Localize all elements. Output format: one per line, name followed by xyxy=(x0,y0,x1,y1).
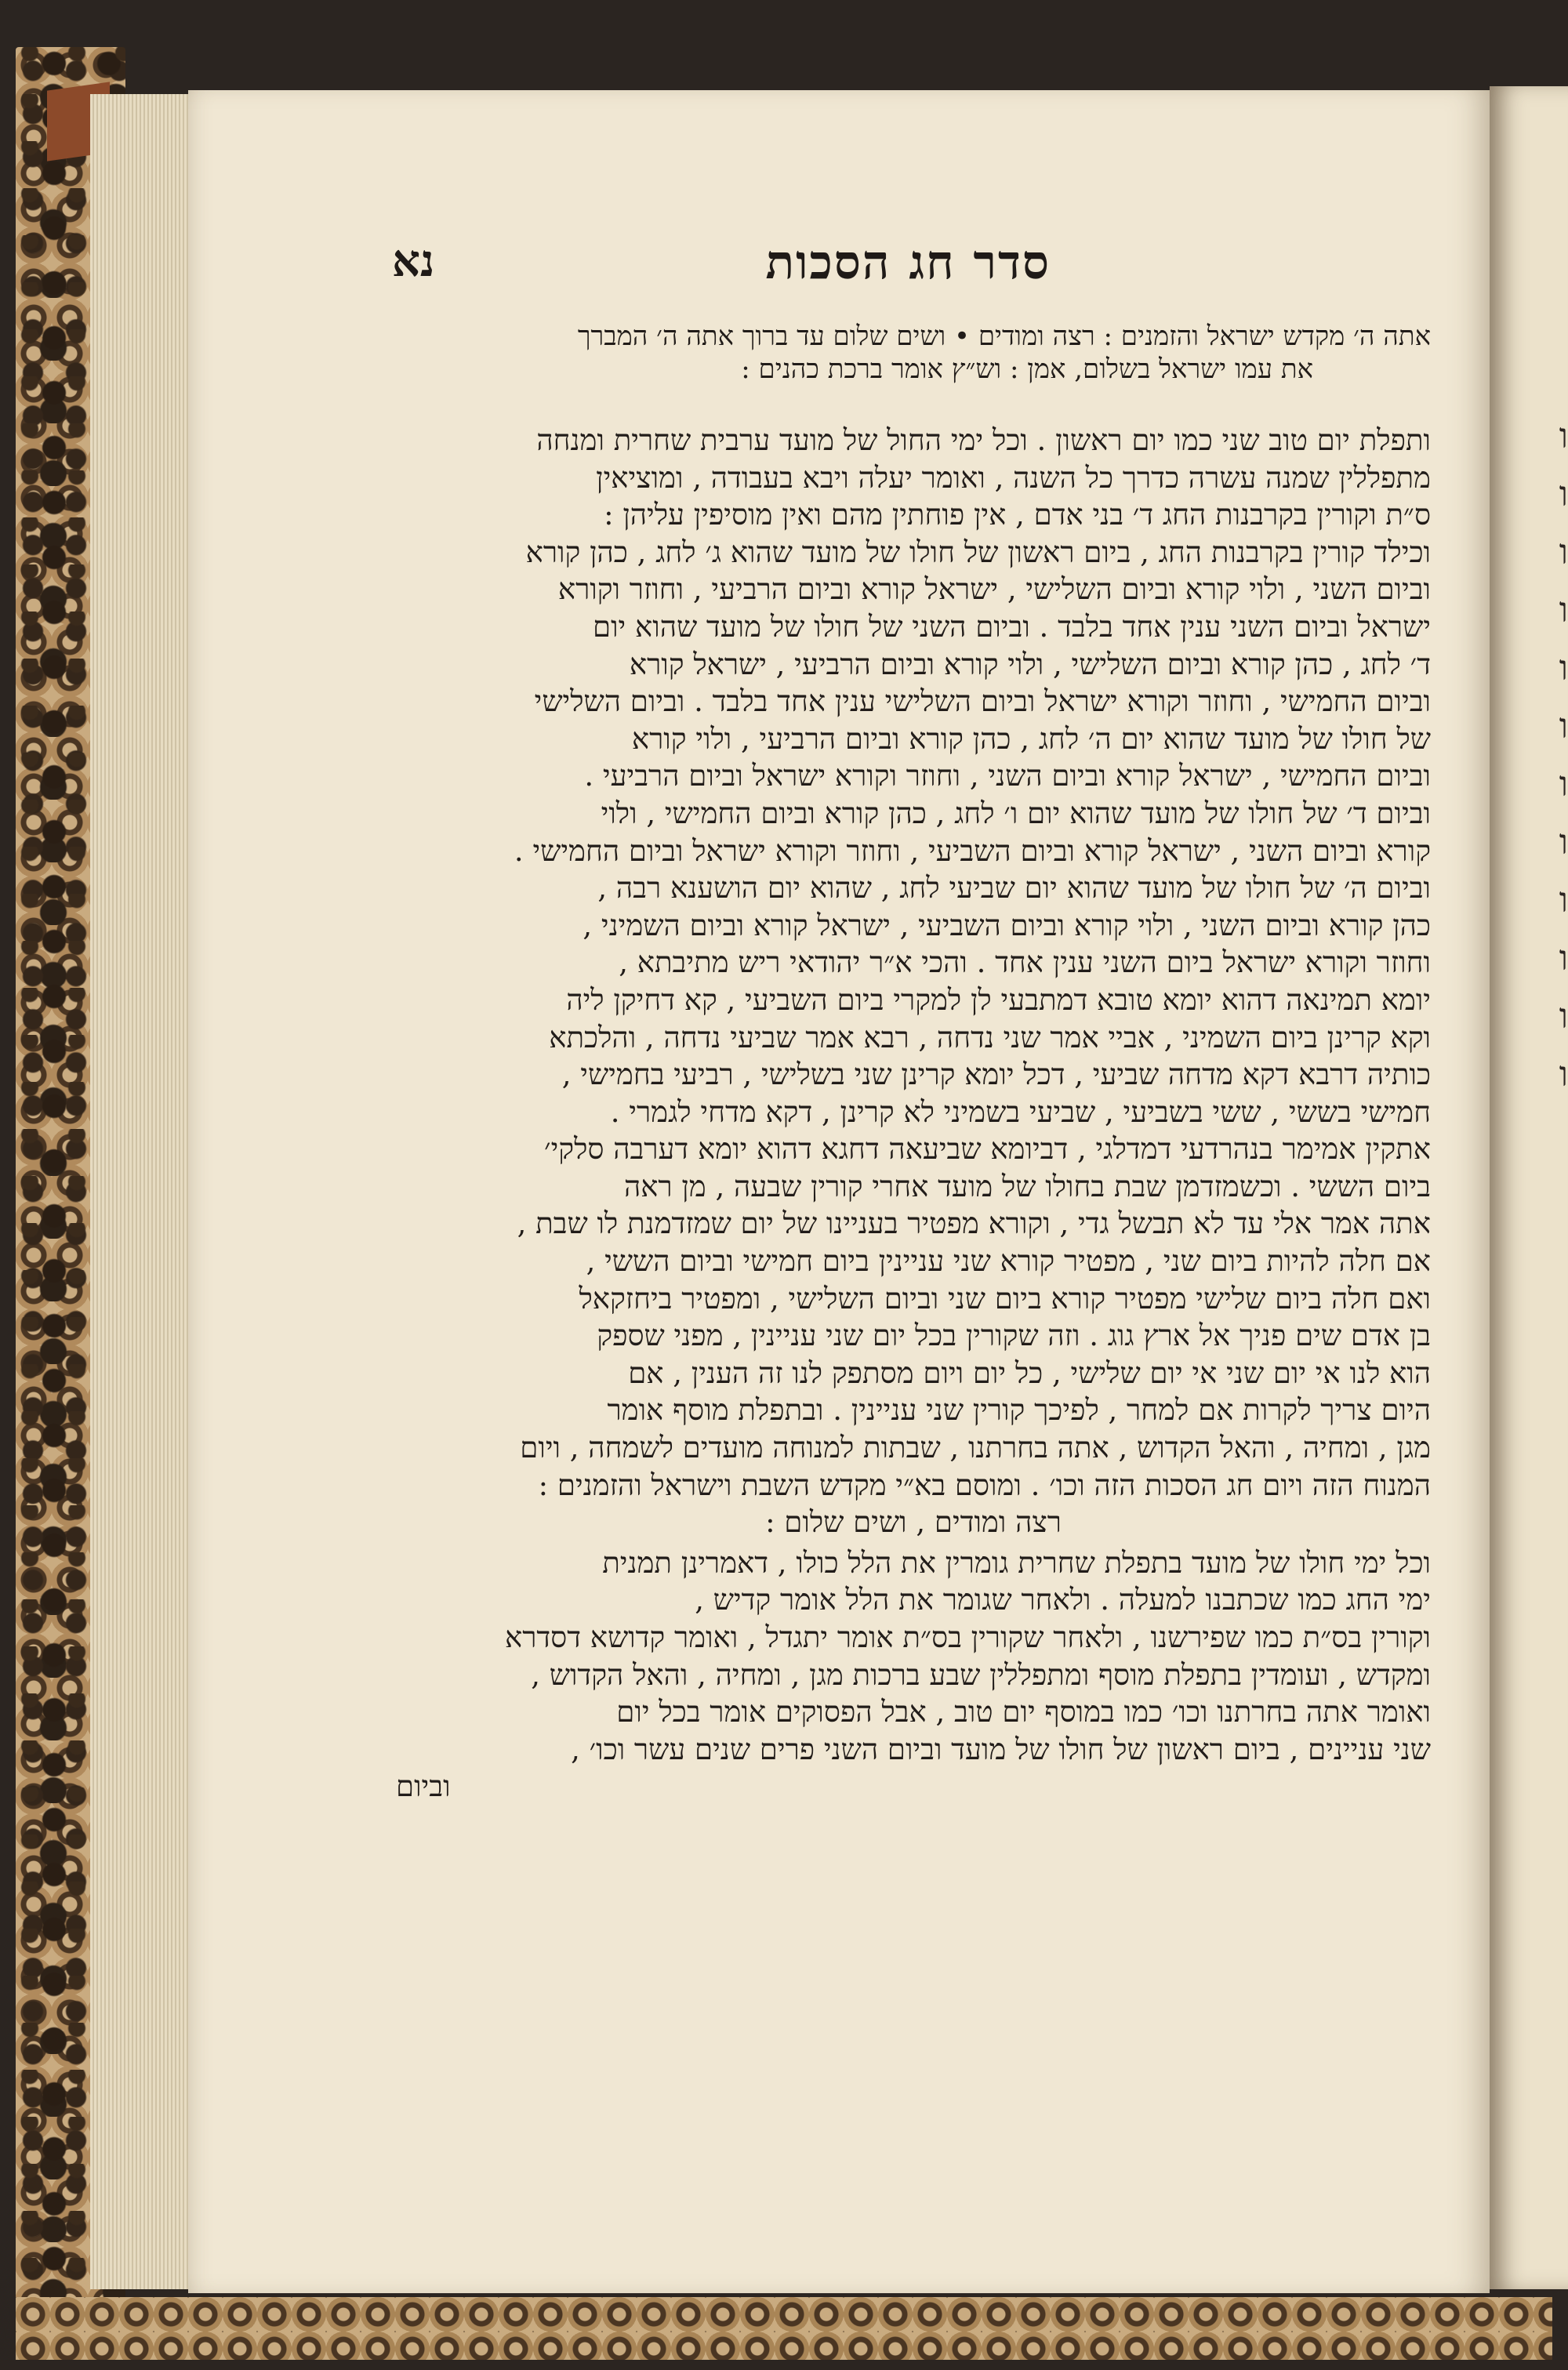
text-line: קורא וביום השני , ישראל קורא וביום השביעי , וחוזר וקורא ישראל וביום החמישי . xyxy=(514,833,1431,868)
text-line: ישראל וביום השני ענין אחד בלבד . וביום השני של חולו של מועד שהוא יום xyxy=(593,609,1431,644)
marbled-cover-bottom xyxy=(16,2297,1552,2360)
facing-page-char: ו xyxy=(1559,822,1568,862)
facing-page-char: ו xyxy=(1559,532,1568,572)
facing-page-char: ו xyxy=(1559,764,1568,804)
page-edges xyxy=(90,94,192,2289)
facing-page-char: ו xyxy=(1559,880,1568,920)
text-line: מגן , ומחיה , והאל הקדוש , אתה בחרתנו , שבתות למנוחה מועדים לשמחה , ויום xyxy=(520,1431,1431,1465)
text-line: ס״ת וקורין בקרבנות החג ד׳ בני אדם , אין פוחתין מהם ואין מוסיפין עליהן : xyxy=(604,498,1431,532)
text-line: וביום ד׳ של חולו של מועד שהוא יום ו׳ לחג , כהן קורא וביום החמישי , ולוי xyxy=(601,796,1431,830)
text-line: יומא תמינאה דהוא יומא טובא דמתבעי לן למקרי ביום השביעי , קא דחיקן ליה xyxy=(566,982,1431,1017)
facing-page-char: ו xyxy=(1559,416,1568,456)
text-line: אתה ה׳ מקדש ישראל והזמנים : רצה ומודים • ושים שלום עד ברוך אתה ה׳ המברך xyxy=(577,321,1431,352)
text-line: אתקין אמימר בנהרדעי דמדלגי , דביומא שביעאה דחגא דהוא יומא דערבה סלקי׳ xyxy=(544,1132,1431,1167)
text-line: ומקדש , ועומדין בתפלת מוסף ומתפללין שבע ברכות מגן , ומחיה , והאל הקדוש , xyxy=(531,1657,1431,1692)
facing-page-char: ו xyxy=(1559,938,1568,978)
text-line: היום צריך לקרות אם למחר , לפיכך קורין שני עניינין . ובתפלת מוסף אומר xyxy=(607,1393,1431,1428)
page-title: סדר חג הסכות xyxy=(765,235,1051,290)
text-line: אם חלה להיות ביום שני , מפטיר קורא שני עניינין ביום חמישי וביום הששי , xyxy=(586,1244,1431,1279)
page-number: נא xyxy=(392,235,435,287)
catchword: וביום xyxy=(396,1769,451,1804)
text-line: רצה ומודים , ושים שלום : xyxy=(765,1505,1062,1540)
text-line: וביום ה׳ של חולו של מועד שהוא יום שביעי לחג , שהוא יום הושענא רבה , xyxy=(597,871,1431,906)
text-line: ד׳ לחג , כהן קורא וביום השלישי , ולוי קורא וביום הרביעי , ישראל קורא xyxy=(629,647,1431,681)
text-line: וביום השני , ולוי קורא וביום השלישי , ישראל קורא וביום הרביעי , וחוזר וקורא xyxy=(557,572,1431,607)
text-line: את עמו ישראל בשלום, אמן : וש״ץ אומר ברכת כהנים : xyxy=(741,354,1313,385)
text-line: מתפללין שמנה עשרה כדרך כל השנה , ואומר יעלה ויבא בעבודה , ומוציאין xyxy=(596,460,1431,495)
text-line: הוא לנו אי יום שני אי יום שלישי , כל יום ויום מסתפק לנו זה הענין , אם xyxy=(628,1356,1431,1390)
facing-page-char: ו xyxy=(1559,648,1568,688)
facing-page-text xyxy=(1525,408,1568,1104)
text-line: ואם חלה ביום שלישי מפטיר קורא ביום שני וביום השלישי , ומפטיר ביחזקאל xyxy=(579,1281,1431,1316)
text-line: וחוזר וקורא ישראל ביום השני ענין אחד . והכי א״ר יהודאי ריש מתיבתא , xyxy=(619,945,1431,980)
text-line: כותיה דרבא דקא מדחה שביעי , דכל יומא קרינן שני בשלישי , רביעי בחמישי , xyxy=(561,1058,1431,1092)
text-line: ואומר אתה בחרתנו וכו׳ כמו במוסף יום טוב , אבל הפסוקים אומר בכל יום xyxy=(616,1695,1431,1729)
text-line: וביום החמישי , ישראל קורא וביום השני , וחוזר וקורא ישראל וביום הרביעי . xyxy=(584,759,1431,793)
text-line: וכילד קורין בקרבנות החג , ביום ראשון של חולו של מועד שהוא ג׳ לחג , כהן קורא xyxy=(525,535,1431,569)
text-line: וקא קרינן ביום השמיני , אביי אמר שני נדחה , רבא אמר שביעי נדחה , והלכתא xyxy=(549,1020,1431,1054)
body-text xyxy=(396,320,1431,1806)
facing-page-char: ו xyxy=(1559,706,1568,746)
text-line: כהן קורא וביום השני , ולוי קורא וביום השביעי , ישראל קורא וביום השמיני , xyxy=(583,908,1431,942)
text-line: חמישי בששי , ששי בשביעי , שביעי בשמיני לא קרינן , דקא מדחי לגמרי . xyxy=(610,1094,1431,1129)
text-line: המנוח הזה ויום חג הסכות הזה וכו׳ . ומוסם בא״י מקדש השבת וישראל והזמנים : xyxy=(538,1468,1431,1502)
text-line: וביום החמישי , וחוזר וקורא ישראל וביום השלישי ענין אחד בלבד . וביום השלישי xyxy=(534,684,1431,719)
facing-page-char: ו xyxy=(1559,474,1568,514)
text-line xyxy=(396,386,1431,419)
text-line: ביום הששי . וכשמזדמן שבת בחולו של מועד אחרי קורין שבעה , מן ראה xyxy=(623,1169,1431,1203)
facing-page-char: ו xyxy=(1559,590,1568,630)
text-line: אתה אמר אלי עד לא תבשל גדי , וקורא מפטיר בעניינו של יום שמזדמנת לו שבת , xyxy=(517,1207,1431,1241)
text-line: של חולו של מועד שהוא יום ה׳ לחג , כהן קורא וביום הרביעי , ולוי קורא xyxy=(631,721,1431,756)
text-line: ימי החג כמו שכתבנו למעלה . ולאחר שגומר את הלל אומר קדיש , xyxy=(695,1583,1431,1617)
text-line: בן אדם שים פניך אל ארץ גוג . וזה שקורין בכל יום שני עניינין , מפני שספק xyxy=(597,1319,1431,1353)
text-line: וכל ימי חולו של מועד בתפלת שחרית גומרין את הלל כולו , דאמרינן תמנית xyxy=(602,1545,1431,1580)
running-header xyxy=(392,235,1427,314)
text-line: ותפלת יום טוב שני כמו יום ראשון . וכל ימי החול של מועד ערבית שחרית ומנחה xyxy=(536,423,1431,457)
facing-page-char: ו xyxy=(1559,996,1568,1036)
text-line: שני עניינים , ביום ראשון של חולו של מועד וביום השני פרים שנים עשר וכו׳ , xyxy=(571,1732,1431,1766)
facing-page-char: ו xyxy=(1559,1054,1568,1094)
text-line: וקורין בס״ת כמו שפירשנו , ולאחר שקורין בס״ת אומר יתגדל , ואומר קדושא דסדרא xyxy=(504,1621,1431,1654)
